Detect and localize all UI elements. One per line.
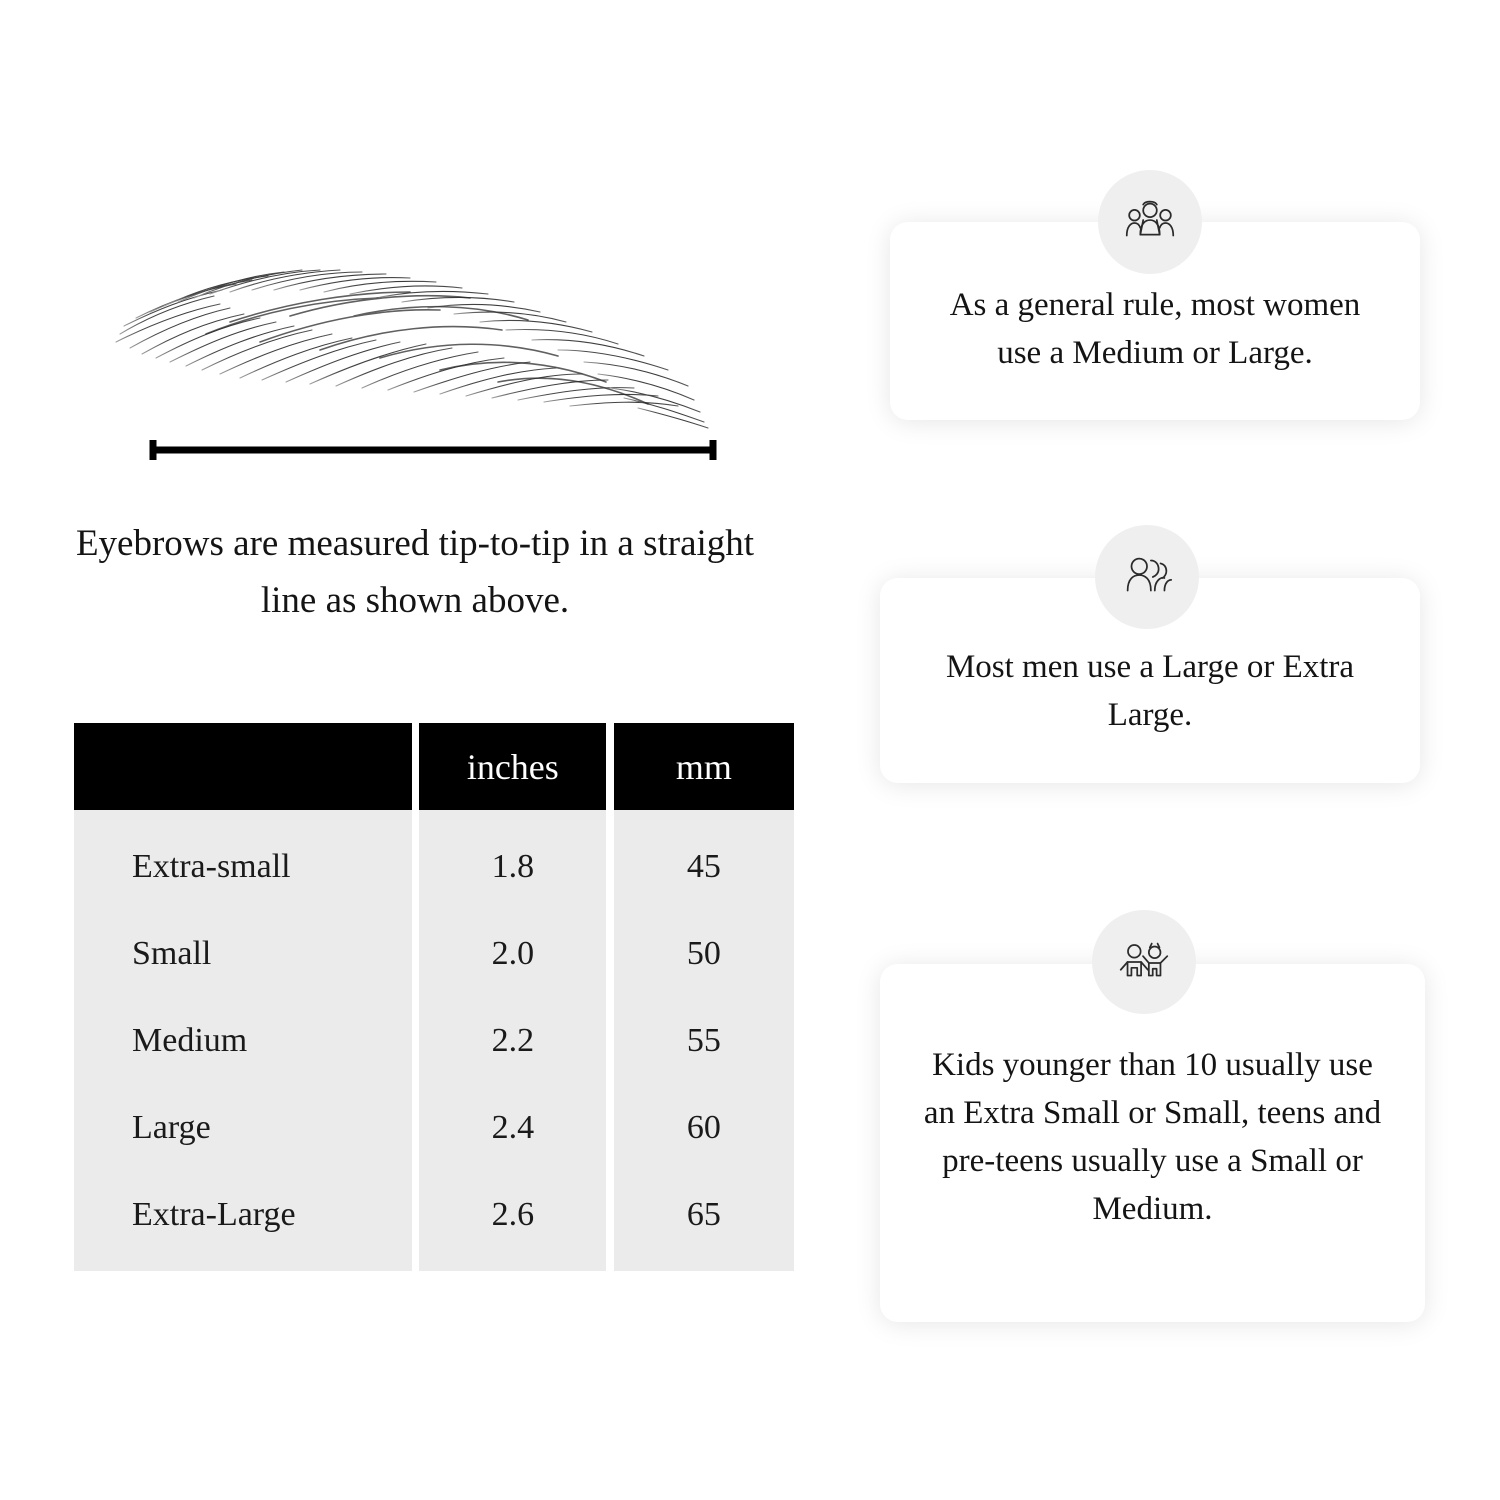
note-card-kids xyxy=(880,964,1425,1322)
cell-size: Extra-Large xyxy=(74,1171,412,1271)
cell-inches: 1.8 xyxy=(419,810,606,910)
cell-mm: 55 xyxy=(614,997,794,1084)
table-row xyxy=(74,1171,794,1271)
table-row xyxy=(74,910,794,997)
cell-mm: 60 xyxy=(614,1084,794,1171)
table-row xyxy=(74,997,794,1084)
cell-inches: 2.0 xyxy=(419,910,606,997)
kids-icon xyxy=(1092,910,1196,1014)
tip-to-tip-measure-line xyxy=(148,438,718,462)
row-gap-1 xyxy=(412,1171,420,1271)
cell-size: Large xyxy=(74,1084,412,1171)
cell-inches: 2.4 xyxy=(419,1084,606,1171)
row-gap-2 xyxy=(606,910,614,997)
cell-inches: 2.6 xyxy=(419,1171,606,1271)
row-gap-2 xyxy=(606,1084,614,1171)
table-header-mm: mm xyxy=(614,723,794,810)
row-gap-1 xyxy=(412,910,420,997)
cell-mm: 50 xyxy=(614,910,794,997)
row-gap-1 xyxy=(412,997,420,1084)
table-header-size xyxy=(74,723,412,810)
header-gap-2 xyxy=(606,723,614,810)
note-text: As a general rule, most women use a Medium or Large. xyxy=(949,287,1361,371)
cell-inches: 2.2 xyxy=(419,997,606,1084)
table-row xyxy=(74,810,794,910)
cell-mm: 45 xyxy=(614,810,794,910)
row-gap-1 xyxy=(412,810,420,910)
eyebrow-illustration xyxy=(110,230,750,430)
cell-size: Extra-small xyxy=(74,810,412,910)
cell-mm: 65 xyxy=(614,1171,794,1271)
table-head xyxy=(74,723,794,810)
table-body xyxy=(74,810,794,1271)
row-gap-2 xyxy=(606,1171,614,1271)
table-header-row xyxy=(74,723,794,810)
note-text: Most men use a Large or Extra Large. xyxy=(945,649,1355,733)
row-gap-2 xyxy=(606,810,614,910)
row-gap-2 xyxy=(606,997,614,1084)
size-chart-table xyxy=(74,723,794,1271)
men-group-icon xyxy=(1095,525,1199,629)
women-group-icon xyxy=(1098,170,1202,274)
row-gap-1 xyxy=(412,1084,420,1171)
right-column xyxy=(830,0,1500,1500)
cell-size: Small xyxy=(74,910,412,997)
cell-size: Medium xyxy=(74,997,412,1084)
table-row xyxy=(74,1084,794,1171)
table-header-inches: inches xyxy=(419,723,606,810)
header-gap-1 xyxy=(412,723,420,810)
measurement-caption: Eyebrows are measured tip-to-tip in a straight line as shown above. xyxy=(75,523,755,622)
note-text: Kids younger than 10 usually use an Extra Small or Small, teens and pre-teens usually use a Small or Medium. xyxy=(923,1047,1382,1227)
